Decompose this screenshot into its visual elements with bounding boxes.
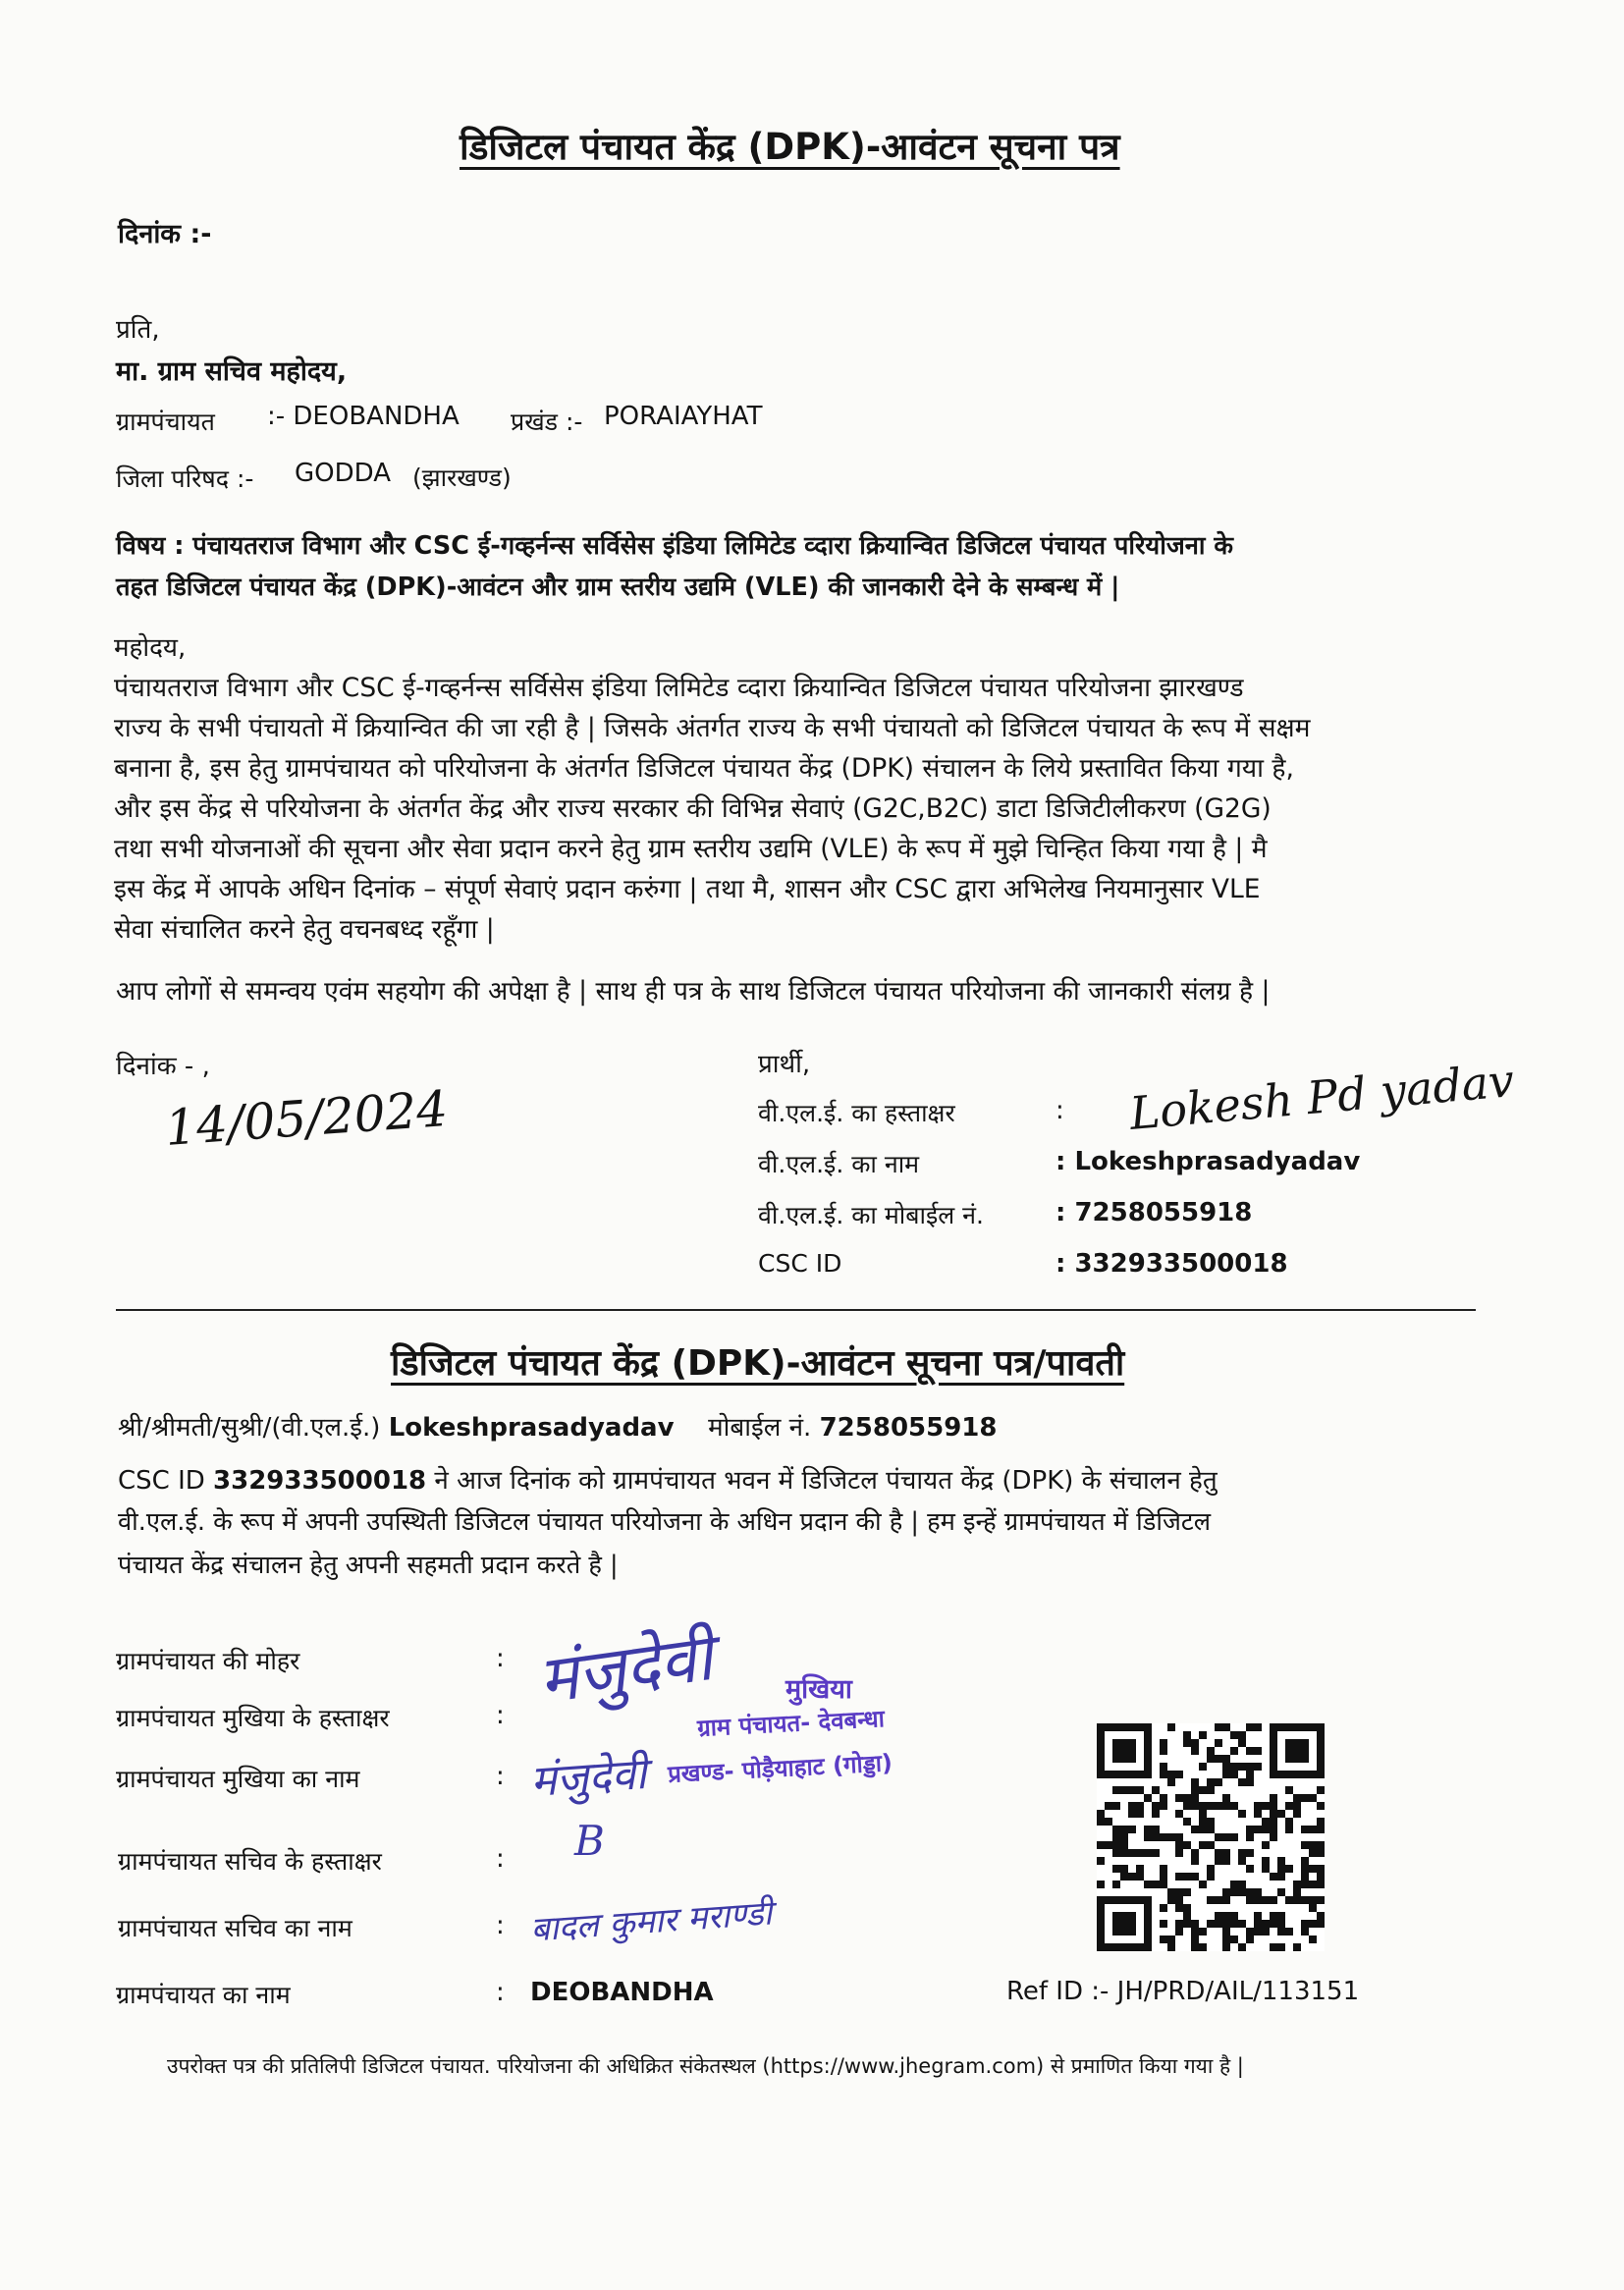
mukhiya-name-handwritten: मंजुदेवी bbox=[528, 1748, 648, 1808]
shri-label: श्री/श्रीमती/सुश्री/(वी.एल.ई.) bbox=[118, 1413, 381, 1443]
handwritten-date: 14/05/2024 bbox=[163, 1080, 450, 1157]
body-line: और इस केंद्र से परियोजना के अंतर्गत केंद्र और राज्य सरकार की विभिन्न सेवाएं (G2C,B2C) डाटा डिजिटीलीकरण (G2G) bbox=[114, 793, 1272, 824]
receipt-mobile-value: 7258055918 bbox=[819, 1413, 998, 1443]
vle-name-value: : Lokeshprasadyadav bbox=[1056, 1147, 1361, 1176]
receipt-mobile-label: मोबाईल नं. bbox=[708, 1413, 812, 1443]
gp-name-value: DEOBANDHA bbox=[530, 1978, 714, 2007]
state-text: (झारखण्ड) bbox=[412, 463, 512, 492]
prakhand-value: PORAIAYHAT bbox=[604, 402, 763, 431]
shri-value: Lokeshprasadyadav bbox=[388, 1413, 675, 1443]
sign-date-label: दिनांक - , bbox=[116, 1052, 210, 1081]
sachiv-name-handwritten: बादल कुमार मराण्डी bbox=[529, 1893, 774, 1950]
csc-id-label: CSC ID bbox=[758, 1249, 842, 1278]
receipt-line-1-rest: ने आज दिनांक को ग्रामपंचायत भवन में डिजिटल पंचायत केंद्र (DPK) के संचालन हेतु bbox=[434, 1466, 1218, 1496]
vle-signature: Lokesh Pd yadav bbox=[1127, 1053, 1517, 1141]
receipt-line-2: वी.एल.ई. के रूप में अपनी उपस्थिती डिजिटल पंचायत परियोजना के अधिन प्रदान की है | हम इन्हें ग्रामपंचायत में डिजिटल bbox=[118, 1507, 1212, 1537]
sachiv-name-label: ग्रामपंचायत सचिव का नाम bbox=[118, 1914, 352, 1942]
ref-id: Ref ID :- JH/PRD/AIL/113151 bbox=[1006, 1977, 1360, 2006]
mukhiya-sign-label: ग्रामपंचायत मुखिया के हस्ताक्षर bbox=[116, 1704, 390, 1732]
gp-name-colon: : bbox=[496, 1978, 505, 2007]
mukhiya-sign-colon: : bbox=[496, 1701, 505, 1730]
receipt-shri-line bbox=[118, 1408, 998, 1444]
mukhiya-signature: मंजुदेवी bbox=[533, 1619, 718, 1718]
mukhiya-name-colon: : bbox=[496, 1762, 505, 1791]
sachiv-signature: B bbox=[574, 1817, 605, 1865]
qr-code bbox=[1097, 1723, 1325, 1951]
salutation: मा. ग्राम सचिव महोदय, bbox=[116, 356, 348, 387]
sachiv-sign-label: ग्रामपंचायत सचिव के हस्ताक्षर bbox=[118, 1847, 382, 1876]
page-title: डिजिटल पंचायत केंद्र (DPK)-आवंटन सूचना पत्र bbox=[460, 126, 1120, 168]
mohar-label: ग्रामपंचायत की मोहर bbox=[116, 1647, 300, 1675]
csc-id-value: : 332933500018 bbox=[1056, 1249, 1288, 1279]
mukhiya-stamp-title: मुखिया bbox=[785, 1674, 852, 1705]
footer-note: उपरोक्त पत्र की प्रतिलिपी डिजिटल पंचायत. परियोजना की अधिक्रित संकेतस्थल (https://www.jhegram.com) से प्रमाणित किया गया है | bbox=[167, 2054, 1244, 2078]
prakhand-label: प्रखंड :- bbox=[511, 408, 583, 436]
gp-name-label: ग्रामपंचायत का नाम bbox=[116, 1981, 291, 2009]
body-line: इस केंद्र में आपके अधिन दिनांक – संपूर्ण सेवाएं प्रदान करुंगा | तथा मै, शासन और CSC द्वारा अभिलेख नियमानुसार VLE bbox=[114, 874, 1261, 904]
vle-mobile-label: वी.एल.ई. का मोबाईल नं. bbox=[758, 1201, 985, 1229]
closing-line: आप लोगों से समन्वय एवंम सहयोग की अपेक्षा है | साथ ही पत्र के साथ डिजिटल पंचायत परियोजना की जानकारी संलग्र है | bbox=[116, 976, 1271, 1007]
body-line: राज्य के सभी पंचायतो में क्रियान्वित की जा रही है | जिसके अंतर्गत राज्य के सभी पंचायतो को डिजिटल पंचायत के रूप में सक्षम bbox=[114, 713, 1311, 743]
body-paragraph bbox=[114, 668, 1498, 950]
mohar-colon: : bbox=[496, 1644, 505, 1673]
gram-panchayat-value: :- DEOBANDHA bbox=[267, 402, 460, 431]
zila-label: जिला परिषद :- bbox=[116, 464, 254, 493]
sachiv-sign-colon: : bbox=[496, 1844, 505, 1874]
body-line: पंचायतराज विभाग और CSC ई-गव्हर्नन्स सर्विसेस इंडिया लिमिटेड व्दारा क्रियान्वित डिजिटल पंचायत परियोजना झारखण्ड bbox=[114, 673, 1244, 703]
receipt-line-1 bbox=[118, 1461, 1218, 1497]
vle-sign-colon: : bbox=[1056, 1096, 1064, 1125]
mukhiya-stamp-panchayat: ग्राम पंचायत- देवबन्धा bbox=[696, 1705, 886, 1742]
receipt-csc-prefix: CSC ID bbox=[118, 1466, 205, 1496]
prarthi-label: प्रार्थी, bbox=[758, 1050, 811, 1079]
subject-line-2: तहत डिजिटल पंचायत केंद्र (DPK)-आवंटन और ग्राम स्तरीय उद्यमि (VLE) की जानकारी देने के सम्बन्ध में | bbox=[116, 572, 1120, 602]
date-label: दिनांक :- bbox=[118, 219, 212, 249]
vle-name-label: वी.एल.ई. का नाम bbox=[758, 1150, 920, 1178]
sachiv-name-colon: : bbox=[496, 1911, 505, 1940]
mukhiya-stamp-prakhand: प्रखण्ड- पोड़ैयाहाट (गोड्डा) bbox=[667, 1749, 893, 1788]
receipt-line-3: पंचायत केंद्र संचालन हेतु अपनी सहमती प्रदान करते है | bbox=[118, 1551, 619, 1580]
body-line: सेवा संचालित करने हेतु वचनबध्द रहूँगा | bbox=[114, 914, 495, 945]
vle-mobile-value: : 7258055918 bbox=[1056, 1198, 1253, 1227]
subject-line-1: विषय : पंचायतराज विभाग और CSC ई-गव्हर्नन्स सर्विसेस इंडिया लिमिटेड व्दारा क्रियान्वित डिजिटल पंचायत परियोजना के bbox=[116, 531, 1233, 561]
body-line: तथा सभी योजनाओं की सूचना और सेवा प्रदान करने हेतु ग्राम स्तरीय उद्यमि (VLE) के रूप में मुझे चिन्हित किया गया है | मै bbox=[114, 834, 1268, 864]
greeting: महोदय, bbox=[114, 633, 187, 663]
mukhiya-name-label: ग्रामपंचायत मुखिया का नाम bbox=[116, 1765, 360, 1793]
body-line: बनाना है, इस हेतु ग्रामपंचायत को परियोजना के अंतर्गत डिजिटल पंचायत केंद्र (DPK) संचालन के लिये प्रस्तावित किया गया है, bbox=[114, 753, 1294, 784]
zila-value: GODDA bbox=[295, 459, 391, 488]
prati-text: प्रति, bbox=[116, 315, 160, 345]
section-divider bbox=[116, 1309, 1476, 1311]
gram-panchayat-label: ग्रामपंचायत bbox=[116, 408, 215, 436]
receipt-csc-value: 332933500018 bbox=[213, 1466, 427, 1496]
vle-sign-label: वी.एल.ई. का हस्ताक्षर bbox=[758, 1099, 955, 1127]
receipt-title: डिजिटल पंचायत केंद्र (DPK)-आवंटन सूचना पत्र/पावती bbox=[391, 1343, 1125, 1384]
